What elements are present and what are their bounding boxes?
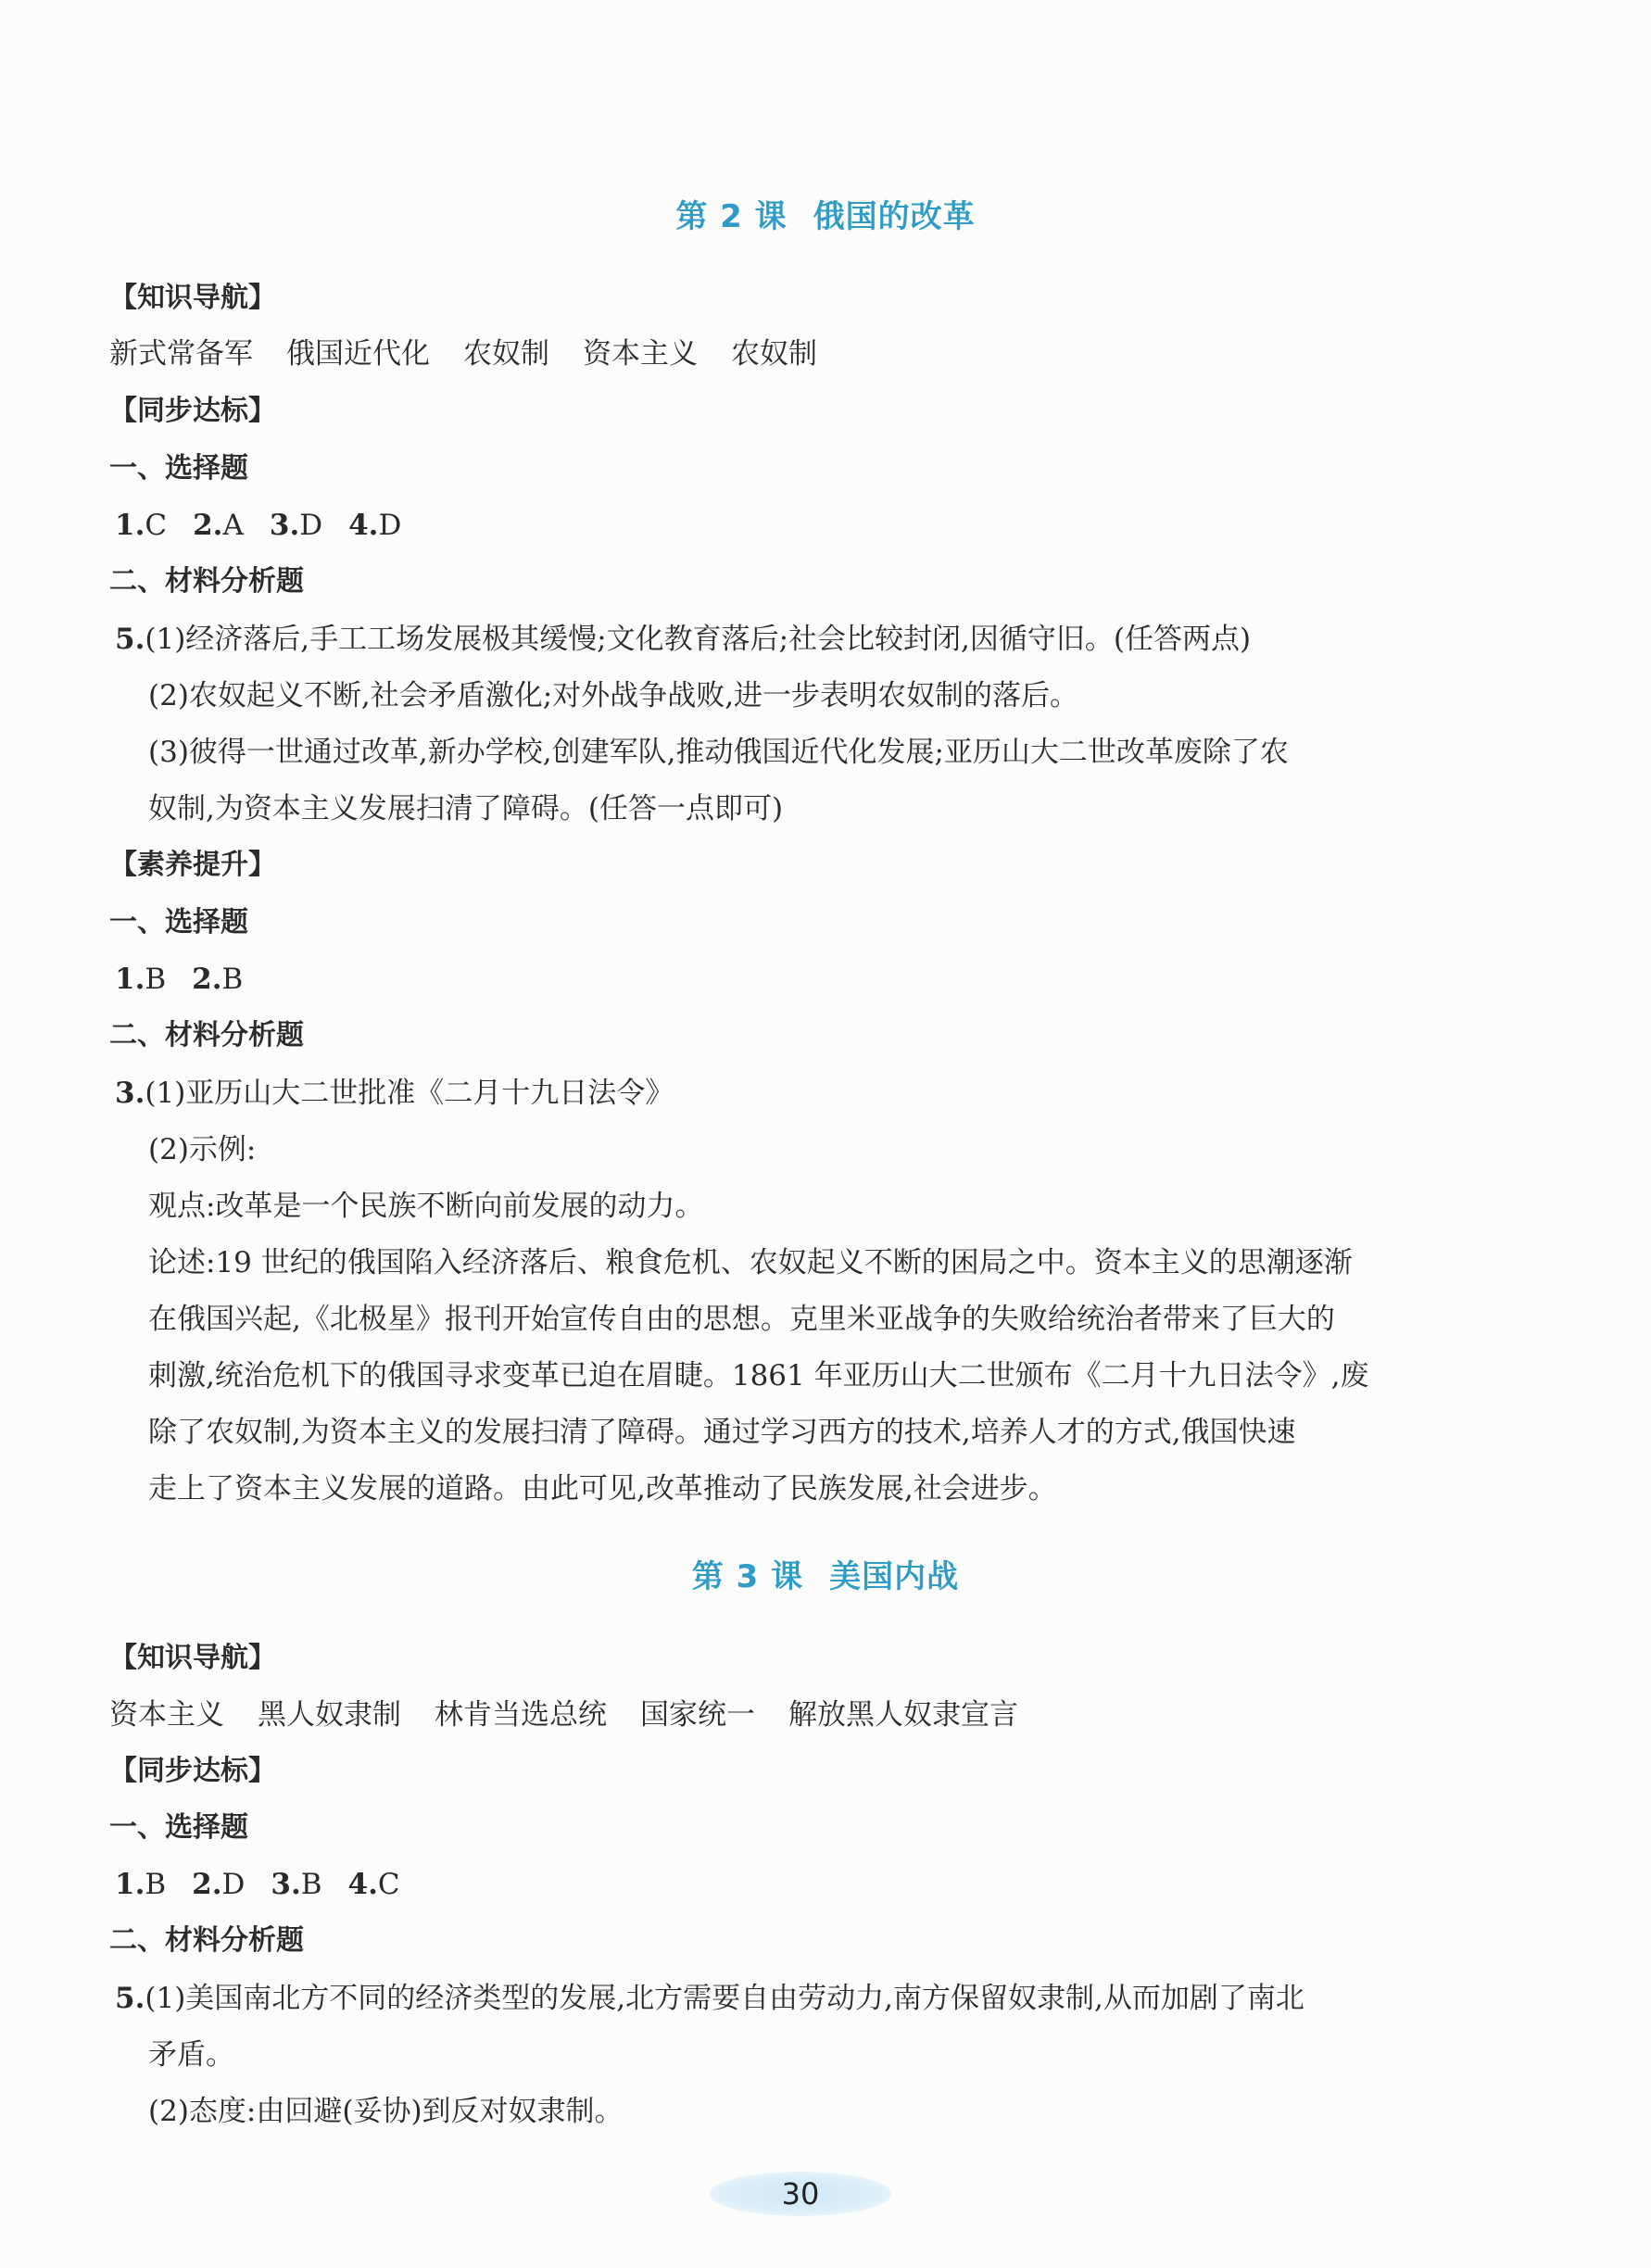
answer-item: 4.D [348, 509, 402, 542]
answer-line: 5.(1)经济落后,手工工场发展极其缓慢;文化教育落后;社会比较封闭,因循守旧。(任答两点) [115, 623, 1252, 656]
answer-line: (3)彼得一世通过改革,新办学校,创建军队,推动俄国近代化发展;亚历山大二世改革废除了农 [148, 736, 1289, 769]
lesson-2-title [0, 191, 1651, 236]
answer-line: 走上了资本主义发展的道路。由此可见,改革推动了民族发展,社会进步。 [148, 1472, 1057, 1506]
answer-item: 1.C [115, 509, 168, 542]
choice-heading: 一、选择题 [109, 1811, 248, 1844]
answer-line: 奴制,为资本主义发展扫清了障碍。(任答一点即可) [148, 792, 784, 825]
literacy-heading: 【素养提升】 [109, 849, 276, 881]
choice-answers [115, 505, 427, 546]
material-heading: 二、材料分析题 [109, 1924, 304, 1957]
answer-line: 刺激,统治危机下的俄国寻求变革已迫在眉睫。1861 年亚历山大二世颁布《二月十九日法令》,废 [148, 1359, 1369, 1392]
keyword-list [109, 1695, 1052, 1735]
lesson-name: 俄国的改革 [813, 198, 976, 235]
answer-line: 3.(1)亚历山大二世批准《二月十九日法令》 [115, 1077, 674, 1110]
knowledge-nav-heading: 【知识导航】 [109, 1642, 276, 1674]
answer-line: 在俄国兴起,《北极星》报刊开始宣传自由的思想。克里米亚战争的失败给统治者带来了巨大的 [148, 1303, 1335, 1336]
keyword: 农奴制 [731, 337, 817, 371]
keyword: 国家统一 [640, 1698, 755, 1732]
choice-heading: 一、选择题 [109, 452, 248, 485]
answer-line: 5.(1)美国南北方不同的经济类型的发展,北方需要自由劳动力,南方保留奴隶制,从而加剧了南北 [115, 1982, 1304, 2015]
lesson-number: 第 3 课 [691, 1558, 804, 1595]
answer-item: 2.A [193, 509, 244, 542]
answer-item: 1.B [115, 963, 167, 996]
material-heading: 二、材料分析题 [109, 565, 304, 598]
answer-item: 3.D [269, 509, 323, 542]
answer-line: 观点:改革是一个民族不断向前发展的动力。 [148, 1190, 704, 1223]
answer-item: 3.B [271, 1868, 322, 1901]
choice-heading: 一、选择题 [109, 906, 248, 939]
answer-item: 2.D [192, 1868, 246, 1901]
answer-line: (2)示例: [148, 1133, 257, 1166]
sync-heading: 【同步达标】 [109, 1755, 276, 1787]
keyword: 资本主义 [583, 337, 698, 371]
answer-line: 论述:19 世纪的俄国陷入经济落后、粮食危机、农奴起义不断的困局之中。资本主义的思潮逐渐 [148, 1246, 1353, 1279]
sync-heading: 【同步达标】 [109, 395, 276, 427]
keyword: 林肯当选总统 [435, 1698, 607, 1732]
material-heading: 二、材料分析题 [109, 1019, 304, 1052]
lesson-number: 第 2 课 [675, 198, 788, 235]
lesson-name: 美国内战 [829, 1558, 960, 1595]
keyword: 农奴制 [463, 337, 549, 371]
keyword: 俄国近代化 [286, 337, 430, 371]
answer-line: (2)态度:由回避(妥协)到反对奴隶制。 [148, 2095, 624, 2128]
answer-line: (2)农奴起义不断,社会矛盾激化;对外战争战败,进一步表明农奴制的落后。 [148, 679, 1079, 712]
page-number: 30 [781, 2176, 820, 2211]
answer-item: 4.C [347, 1868, 400, 1901]
answer-line: 矛盾。 [148, 2038, 234, 2072]
lesson-3-title [0, 1551, 1651, 1596]
answer-item: 1.B [115, 1868, 167, 1901]
page-number-badge [710, 2172, 891, 2216]
knowledge-nav-heading: 【知识导航】 [109, 282, 276, 314]
answer-item: 2.B [192, 963, 244, 996]
keyword: 新式常备军 [109, 337, 253, 371]
choice-answers [115, 1864, 426, 1905]
keyword: 黑人奴隶制 [258, 1698, 401, 1732]
answer-line: 除了农奴制,为资本主义的发展扫清了障碍。通过学习西方的技术,培养人才的方式,俄国快速 [148, 1416, 1296, 1449]
keyword: 资本主义 [109, 1698, 224, 1732]
keyword: 解放黑人奴隶宣言 [788, 1698, 1018, 1732]
keyword-list [109, 334, 851, 374]
choice-answers [115, 959, 269, 1000]
